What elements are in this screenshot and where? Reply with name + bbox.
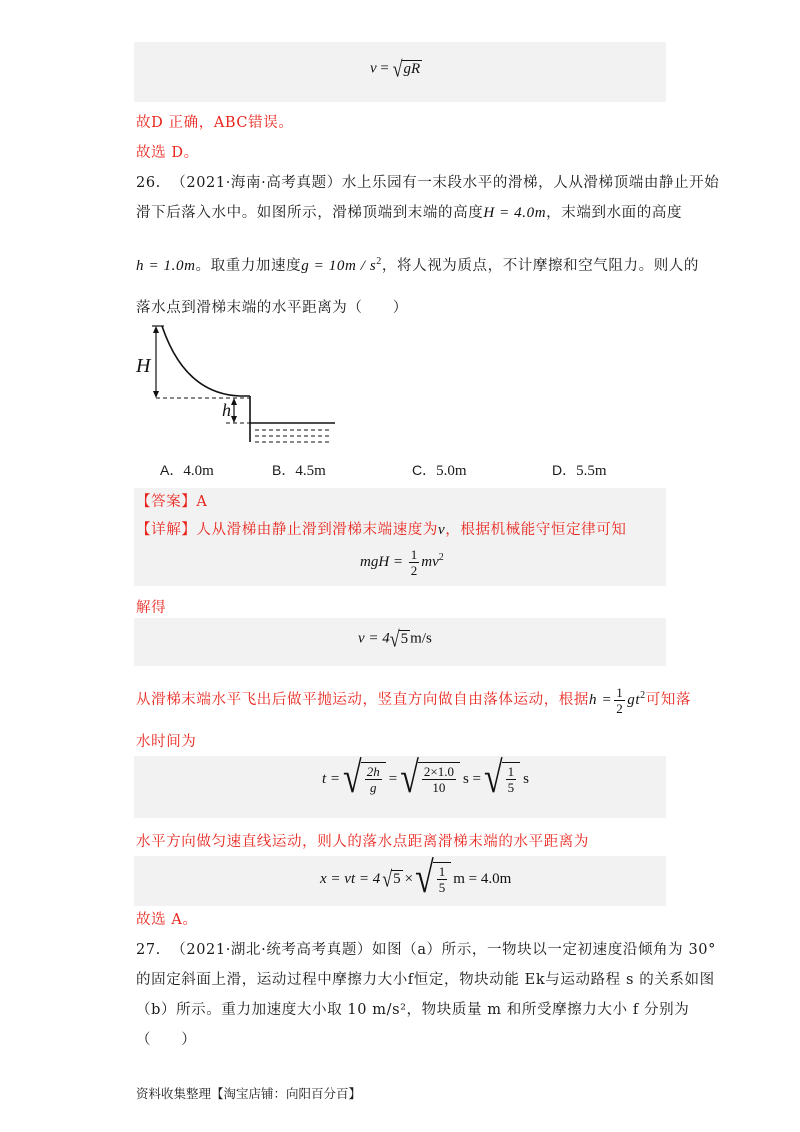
slide-figure — [130, 322, 340, 447]
q26-line1: 26. （2021·海南·高考真题）水上乐园有一末段水平的滑梯，人从滑梯顶端由静止开始 — [136, 175, 720, 191]
formula-x: x = vt = 4 √ 5 × √ $\frac{1}{5}$ m = 4.0m — [320, 854, 512, 903]
projectile-line2: 水时间为 — [136, 734, 197, 750]
solve-label: 解得 — [136, 600, 167, 616]
h-label: h — [222, 400, 231, 420]
final-answer: 故选 A。 — [136, 912, 198, 928]
h-arrow-head-down — [231, 416, 237, 423]
prev-conclusion-line1: 故D 正确，ABC错误。 — [136, 115, 294, 131]
H-arrow-head-up — [153, 326, 159, 333]
h-arrow-head-up — [231, 398, 237, 405]
horizontal-motion-line: 水平方向做匀速直线运动，则人的落水点距离滑梯末端的水平距离为 — [136, 834, 589, 850]
H-label: H — [136, 355, 151, 377]
q27-line1: 27. （2021·湖北·统考高考真题）如图（a）所示，一物块以一定初速度沿倾角为 30° — [136, 942, 716, 958]
option-c[interactable]: C．5.0m — [412, 462, 467, 479]
option-a[interactable]: A．4.0m — [160, 462, 214, 479]
q26-line2: 滑下后落入水中。如图所示，滑梯顶端到末端的高度H = 4.0m，末端到水面的高度 — [136, 205, 683, 221]
formula-t: t = √ $\frac{2h}{g}$ = √ $\frac{2\times 1.0}{10}$ s = √ $\frac{1}{5}$ s — [322, 754, 530, 803]
formula-top: v = √ gR — [370, 56, 421, 82]
footer-text: 资料收集整理【淘宝店铺：向阳百分百】 — [136, 1086, 362, 1101]
q26-line4: 落水点到滑梯末端的水平距离为（ ） — [136, 300, 408, 316]
slide-curve — [162, 326, 250, 396]
option-b[interactable]: B．4.5m — [272, 462, 326, 479]
prev-conclusion-line2: 故选 D。 — [136, 145, 199, 161]
formula-v: v = 4 √ 5 m/s — [358, 626, 432, 652]
q27-line3: （b）所示。重力加速度大小取 10 m/s²，物块质量 m 和所受摩擦力大小 f 分别为 — [136, 1002, 690, 1018]
q26-line3: h = 1.0m。取重力加速度$g = 10m / s^2$，将人视为质点，不计摩擦和空气阻力。则人的 — [136, 256, 699, 274]
q27-line4: （ ） — [136, 1032, 197, 1048]
answer-line: 【答案】A — [136, 494, 208, 510]
detail-intro: 【详解】人从滑梯由静止滑到滑梯末端速度为v，根据机械能守恒定律可知 — [136, 522, 627, 538]
H-arrow-head-down — [153, 391, 159, 398]
projectile-line1: 从滑梯末端水平飞出后做平抛运动，竖直方向做自由落体运动，根据h = $\frac{1}{2}$ $gt^2$可知落 — [136, 685, 692, 717]
q27-line2: 的固定斜面上滑，运动过程中摩擦力大小f恒定，物块动能 Ek与运动路程 s 的关系如图 — [136, 972, 715, 988]
formula-energy: mgH = $\frac{1}{2}$ $mv^2$ — [360, 547, 444, 578]
option-d[interactable]: D．5.5m — [552, 462, 607, 479]
